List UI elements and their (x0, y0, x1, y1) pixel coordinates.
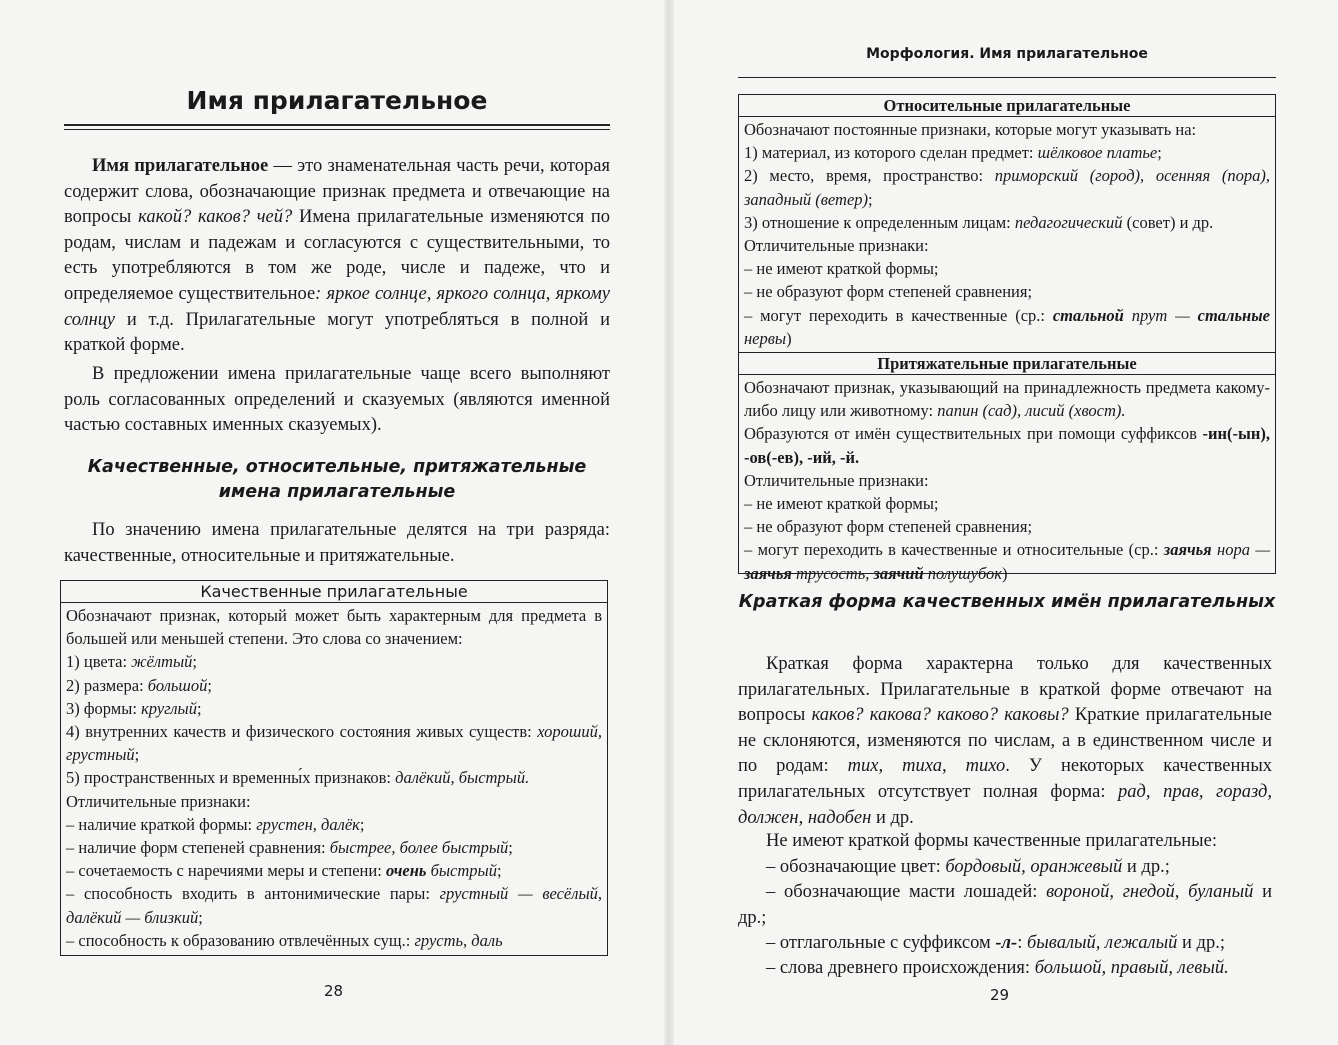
table-body-relative (739, 117, 1275, 352)
no-short-form-paragraph: Не имеют краткой формы качественные прилагательные: (766, 831, 1217, 851)
t: (совет) (1122, 212, 1176, 232)
text: и т.д. Прилагательные могут употребляться в полной и краткой форме. (64, 309, 610, 356)
table-line: Отличительные признаки: (744, 470, 929, 490)
ex: папин (сад), лисий (хвост). (937, 401, 1126, 421)
ex-bold: заячий (873, 563, 924, 583)
table-line: – не образуют форм степеней сравнения; (744, 282, 1033, 302)
table-body (61, 603, 607, 954)
table-line: 4) внутренних качеств и физического состояния живых существ: хороший, грустный; (66, 722, 602, 765)
table-line: 2) размера: большой; (66, 675, 212, 695)
ex-bold: заячья (744, 563, 792, 583)
ex: быстрее, более быстрый (329, 838, 509, 858)
table-line (744, 422, 1270, 468)
ex: большой, правый, левый. (1034, 958, 1229, 978)
t: – могут переходить в качественные и относительные (ср.: (744, 540, 1164, 560)
ex: прут — (1123, 305, 1198, 325)
table-line: – наличие краткой формы: грустен, далёк; (66, 814, 365, 834)
t: 5) пространственных и временны́х признаков: (66, 768, 396, 788)
ex: полушубок (923, 563, 1002, 583)
t: и др.; (1122, 857, 1170, 877)
t: – наличие краткой формы: (66, 814, 257, 834)
ex-bold: очень (385, 861, 427, 881)
ex-bold: стальные (1197, 305, 1270, 325)
t: 2) место, время, пространство: (744, 166, 995, 186)
table-line: 3) формы: круглый; (66, 698, 202, 718)
t: . У некоторых качественных прилагательных отсутствует полная форма: (738, 756, 1273, 802)
t: 3) формы: (66, 698, 142, 718)
ex: тих, тиха, тихо (847, 756, 1006, 777)
table-line: – способность входить в антонимические пары: грустный — весёлый, далёкий — близкий; (66, 884, 602, 927)
t: и др.; (1177, 933, 1225, 953)
table-line: 1) цвета: жёлтый; (66, 652, 197, 672)
ex: вороной, гнедой, буланый (1046, 882, 1254, 902)
ex: нервы (744, 328, 787, 348)
examples: : яркое солнце, яркого солнца, яркому солнцу (64, 283, 610, 330)
table-line: – не имеют краткой формы; (744, 259, 939, 279)
ex: большой (147, 675, 208, 695)
table-line: – не имеют краткой формы; (744, 494, 939, 514)
t: – наличие форм степеней сравнения: (66, 838, 330, 858)
t: – обозначающие масти лошадей: (766, 882, 1047, 902)
t: – обозначающие цвет: (766, 857, 946, 877)
t: ) (1002, 563, 1008, 583)
third-paragraph: По значению имена прилагательные делятся на три разряда: качественные, относительные и притяжательные. (64, 520, 610, 566)
ex: хороший, грустный (66, 722, 602, 765)
t: 2) размера: (66, 675, 148, 695)
table-header-possessive: Притяжательные прилагательные (739, 352, 1275, 375)
suffixes: -ин(-ын), -ов(-ев), -ий, -й. (744, 424, 1270, 467)
title-rule (64, 124, 610, 126)
list-item (738, 931, 1272, 957)
table-line: Обозначают постоянные признаки, которые могут указывать на: (744, 120, 1197, 139)
ex: круглый (141, 698, 197, 718)
table-line (66, 766, 602, 789)
ex: рад, прав, горазд, должен, надобен (738, 781, 1272, 828)
table-header-relative: Относительные прилагательные (739, 95, 1275, 117)
title-rule-thin (64, 129, 610, 130)
term-bold: Имя прилагательное (92, 156, 269, 176)
ex: нора — (1211, 540, 1270, 560)
t: Образуются от имён существительных при помощи суффиксов (744, 424, 1203, 444)
t: – могут переходить в качественные (ср.: (744, 305, 1053, 325)
t: – отглагольные с суффиксом (766, 933, 996, 953)
t: 1) материал, из которого сделан предмет: (744, 143, 1038, 163)
table-line: Отличительные признаки: (744, 236, 929, 256)
t: Обозначают признак, указывающий на принадлежность предмета какому-либо лицу или животному: (744, 378, 1270, 421)
table-line: – не образуют форм степеней сравнения; (744, 517, 1033, 537)
ex: трусость, (791, 563, 874, 583)
t: 1) цвета: (66, 652, 132, 672)
subheading-short-form: Краткая форма качественных имён прилагательных (738, 592, 1276, 612)
t: – слова древнего происхождения: (766, 958, 1035, 978)
t: Краткие прилагательные не склоняются, изменяются по числам, а в единственном числе и по родам: (738, 705, 1272, 777)
table-line (744, 211, 1270, 234)
ex-bold: стальной (1052, 305, 1124, 325)
table-line: Обозначают признак, который может быть характерным для предмета в большей или меньшей степени. Это слова со значением: (66, 606, 602, 649)
t: Краткая форма характерна только для качественных прилагательных. Прилагательные в краткой форме отвечают на вопросы (738, 654, 1272, 726)
table-header: Качественные прилагательные (61, 581, 607, 603)
ex: приморский (город), осенняя (пора), западный (ветер) (744, 166, 1270, 209)
t: – способность к образованию отвлечённых сущ.: (66, 930, 415, 950)
ex: бывалый, лежалый (1026, 933, 1178, 953)
list-item (738, 956, 1272, 982)
suffix: -л- (995, 933, 1018, 953)
t: и др. (871, 807, 914, 828)
list-item (738, 880, 1272, 931)
text: Имена прилагательные изменяются по родам, числам и падежам и согласуются с существительными, то есть употребляются в том же роде, числе и падеже, что и определяемое существительное (64, 207, 610, 304)
t: 3) отношение к определенным лицам: (744, 212, 1015, 232)
table-line (66, 929, 602, 952)
ex: шёлковое платье (1037, 143, 1158, 163)
t: 4) внутренних качеств и физического состояния живых существ: (66, 722, 538, 742)
table-line: 1) материал, из которого сделан предмет: шёлковое платье; (744, 143, 1162, 163)
ex: грустный — весёлый, далёкий — близкий (66, 884, 602, 927)
t: и др.; (738, 882, 1272, 928)
ex-bold: заячья (1163, 540, 1212, 560)
page-number-right: 29 (990, 986, 1010, 1004)
ex: далёкий, быстрый. (395, 768, 530, 788)
table-line (744, 538, 1270, 584)
list-item (738, 855, 1272, 881)
table-line: – сочетаемость с наречиями меры и степени: очень быстрый; (66, 861, 502, 881)
running-head: Морфология. Имя прилагательное (866, 46, 1148, 62)
t: : (1017, 933, 1027, 953)
ex: каков? какова? каково? каковы? (811, 705, 1069, 726)
table-body-possessive (739, 375, 1275, 587)
ex: грусть, даль (414, 930, 503, 950)
t: – способность входить в антонимические пары: (66, 884, 440, 904)
subheading: Качественные, относительные, притяжательные имена прилагательные (87, 457, 587, 502)
running-head-rule (738, 77, 1276, 78)
questions: какой? каков? чей? (138, 207, 293, 228)
intro-paragraph (64, 154, 610, 359)
second-paragraph: В предложении имена прилагательные чаще всего выполняют роль согласованных определений и сказуемых (являются именной частью составных именных сказуемых). (64, 364, 610, 436)
qualitative-table (60, 580, 608, 956)
page-number-left: 28 (324, 982, 344, 1000)
ex: быстрый (426, 861, 497, 881)
t: ) (786, 328, 792, 348)
table-line (744, 376, 1270, 422)
short-form-paragraph (738, 652, 1272, 831)
page-title: Имя прилагательное (186, 86, 488, 115)
t: и др. (1175, 212, 1214, 232)
table-line: – наличие форм степеней сравнения: быстрее, более быстрый; (66, 838, 513, 858)
table-line: 2) место, время, пространство: приморский (город), осенняя (пора), западный (ветер); (744, 166, 1270, 209)
t: – сочетаемость с наречиями меры и степени: (66, 861, 386, 881)
ex: жёлтый (131, 652, 193, 672)
table-line (744, 304, 1270, 350)
ex: бордовый, оранжевый (945, 857, 1123, 877)
relative-possessive-table (738, 94, 1276, 583)
table-line: Отличительные признаки: (66, 791, 251, 811)
text: — это знаменательная часть речи, которая содержит слова, обозначающие признак предмета и отвечающие на вопросы (64, 156, 610, 228)
ex: педагогический (1014, 212, 1123, 232)
ex: грустен, далёк (256, 814, 360, 834)
